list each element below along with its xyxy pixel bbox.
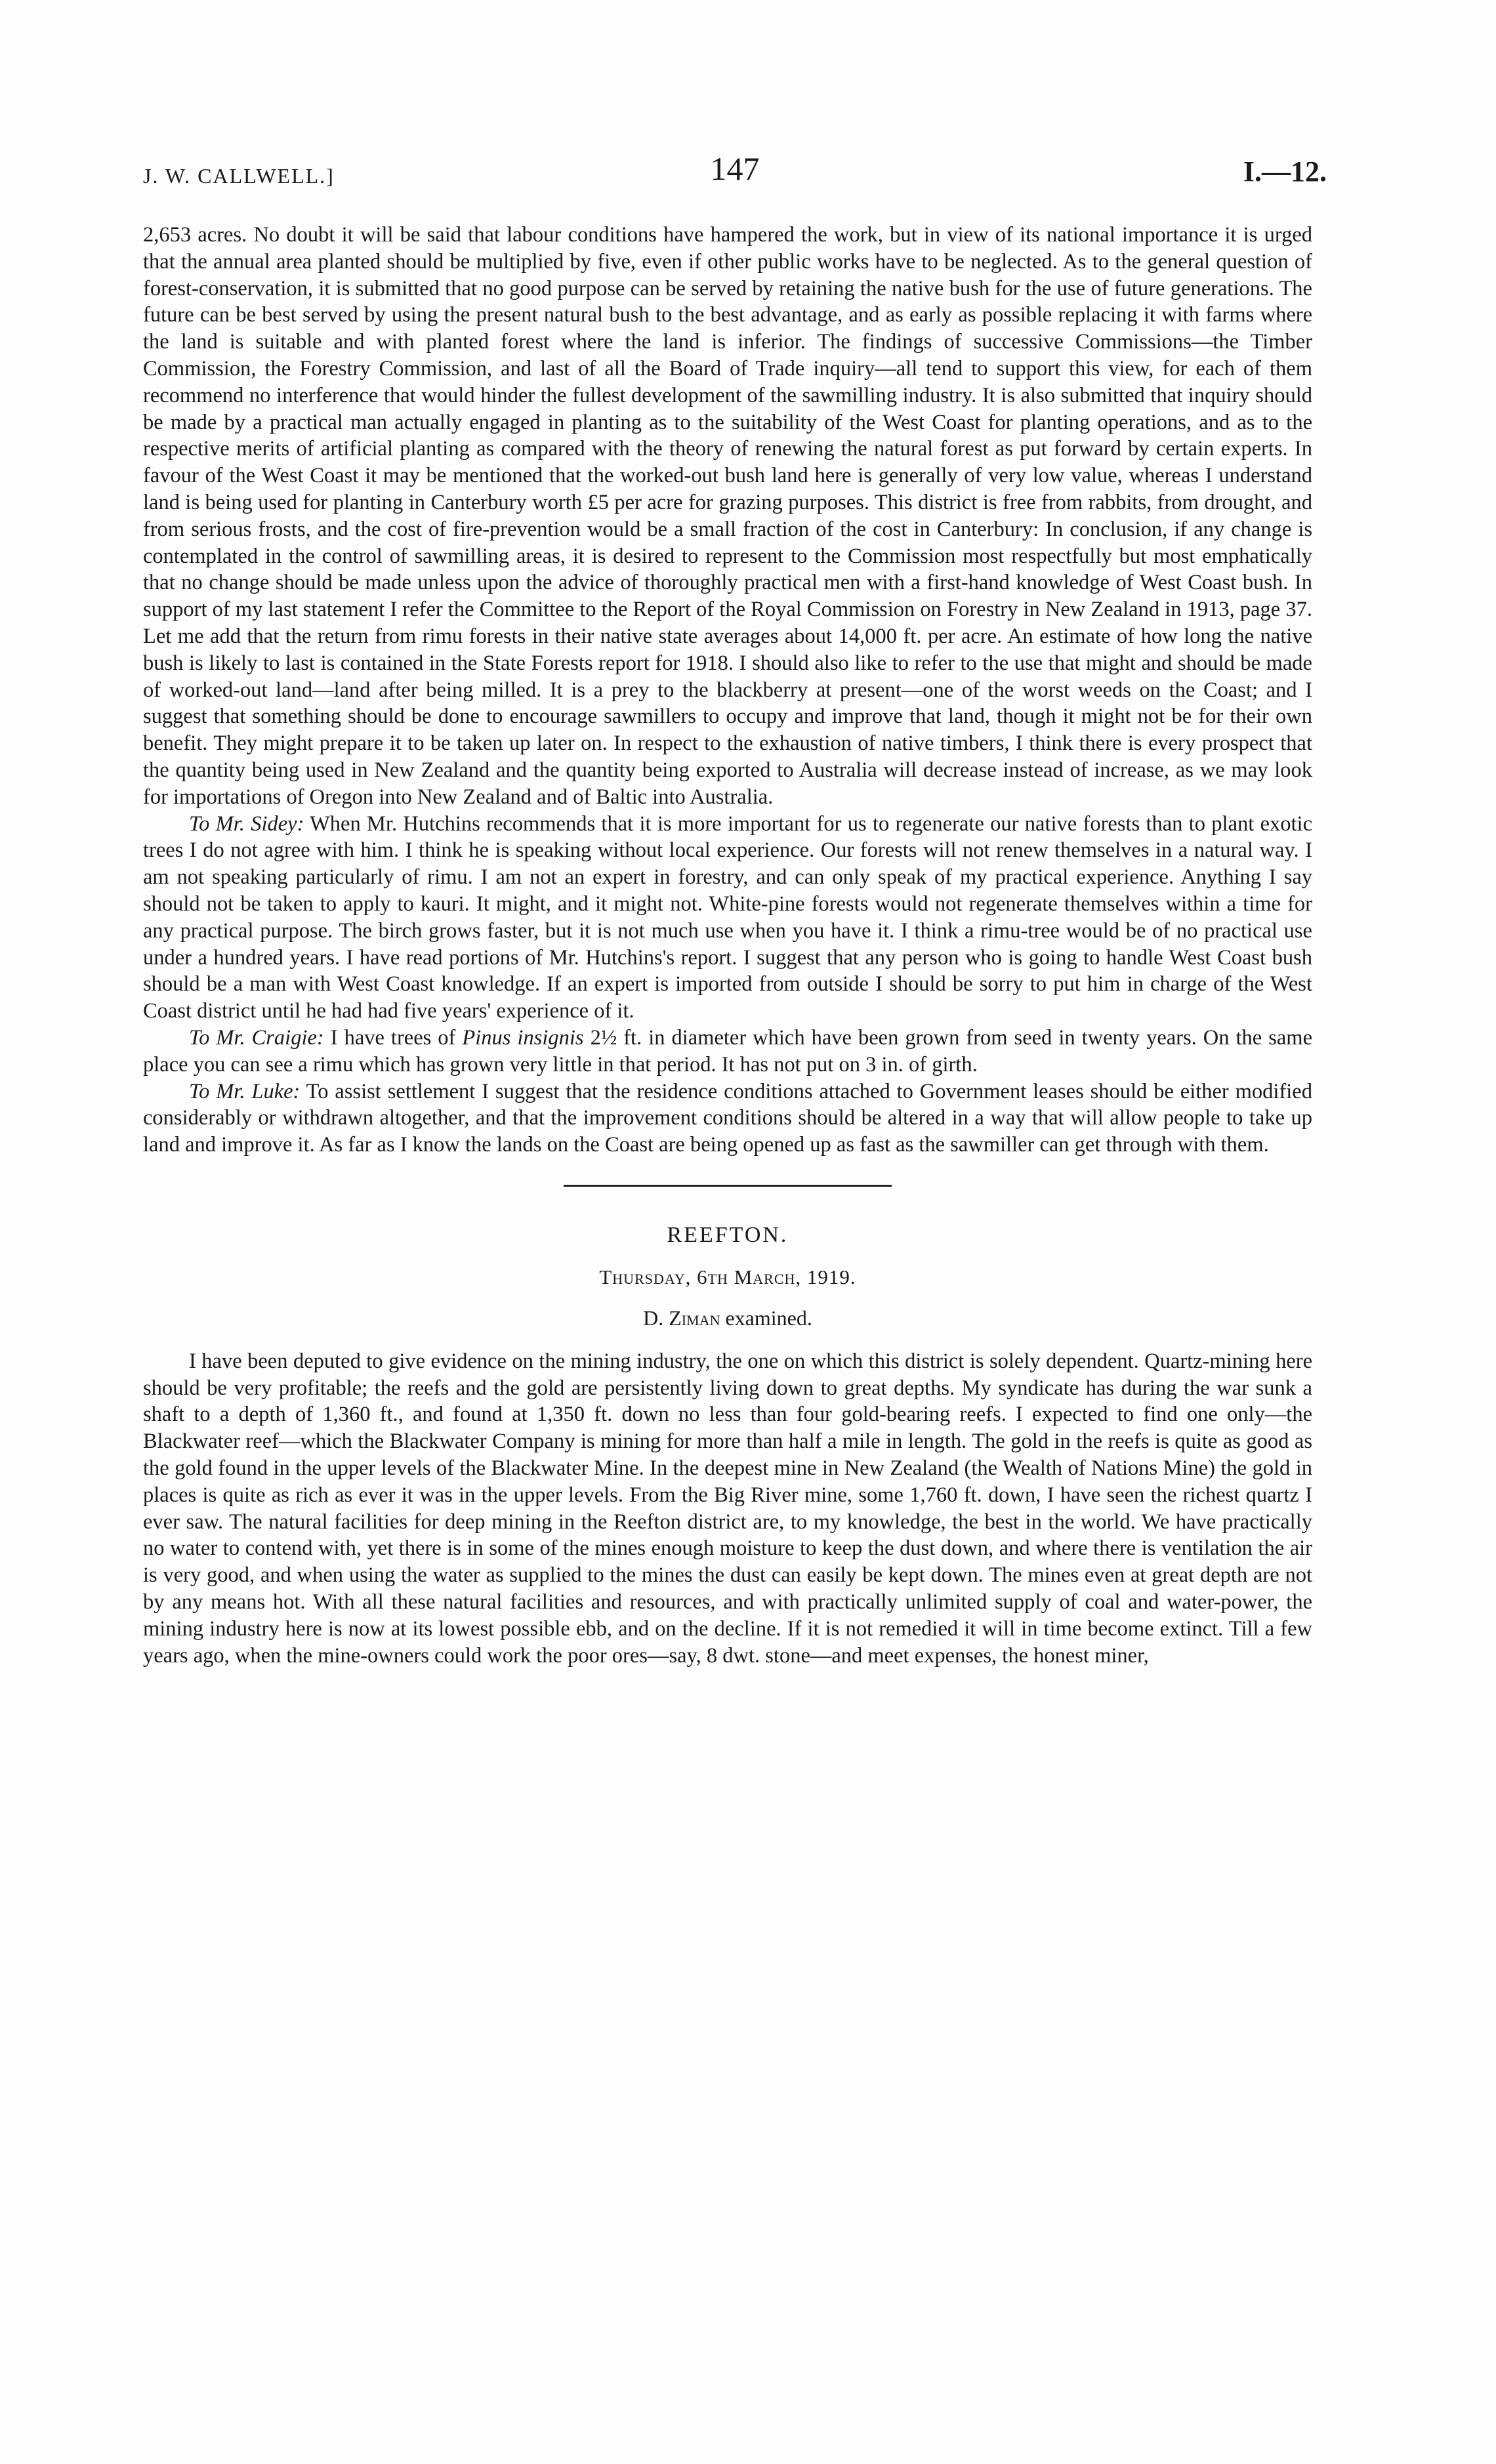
species-name: Pinus insignis bbox=[462, 1025, 584, 1050]
witness-suffix: examined. bbox=[720, 1305, 812, 1330]
paragraph-forest-conservation: 2,653 acres. No doubt it will be said that labour conditions have hampered the work, but in view of its national importance it is urged that the annual area planted should be multiplied by five, even if other public works have to be neglected. As to the general question of forest-conservation, it is submitted that no good purpose can be served by retaining the native bush for the use of future generations. The future can be best served by using the present natural bush to the best advantage, and as early as possible replacing it with farms where the land is suitable and with planted forest where the land is inferior. The findings of successive Commissions—the Timber Commission, the Forestry Commission, and last of all the Board of Trade inquiry—all tend to support this view, for each of them recommend no interference that would hinder the fullest development of the sawmilling industry. It is also submitted that inquiry should be made by a practical man actually engaged in planting as to the suitability of the West Coast for planting operations, and as to the respective merits of artificial planting as compared with the theory of renewing the natural forest as put forward by certain experts. In favour of the West Coast it may be mentioned that the worked-out bush land here is generally of very low value, whereas I understand land is being used for planting in Canterbury worth £5 per acre for grazing purposes. This district is free from rabbits, from drought, and from serious frosts, and the cost of fire-prevention would be a small fraction of the cost in Canterbury: In conclusion, if any change is contemplated in the control of sawmilling areas, it is desired to represent to the Commission most respectfully but most emphatically that no change should be made unless upon the advice of thoroughly practical men with a first-hand knowledge of West Coast bush. In support of my last statement I refer the Committee to the Report of the Royal Commission on Forestry in New Zealand in 1913, page 37. Let me add that the return from rimu forests in their native state averages about 14,000 ft. per acre. An estimate of how long the native bush is likely to last is contained in the State Forests report for 1918. I should also like to refer to the use that might and should be made of worked-out land—land after being milled. It is a prey to the blackberry at present—one of the worst weeds on the Coast; and I suggest that something should be done to encourage sawmillers to occupy and improve that land, though it might not be for their own benefit. They might prepare it to be taken up later on. In respect to the exhaustion of native timbers, I think there is every prospect that the quantity being used in New Zealand and the quantity being exported to Australia will decrease instead of increase, as we may look for importations of Oregon into New Zealand and of Baltic into Australia. bbox=[143, 223, 1312, 809]
paragraph-to-mr-luke bbox=[143, 1078, 1312, 1159]
answer-text: When Mr. Hutchins recommends that it is more important for us to regenerate our native forests than to plant exotic trees I do not agree with him. I think he is speaking without local experience. Our forests will not renew themselves in a natural way. I am not speaking particularly of rimu. I am not an expert in forestry, and can only speak of my practical experience. Anything I say should not be taken to apply to kauri. It might, and it might not. White-pine forests would not regenerate themselves within a time for any practical purpose. The birch grows faster, but it is not much use when you have it. I think a rimu-tree would be of no practical use under a hundred years. I have read portions of Mr. Hutchins's report. I suggest that any person who is going to handle West Coast bush should be a man with West Coast knowledge. If an expert is imported from outside I should be sorry to put him in charge of the West Coast district until he had had five years' experience of it. bbox=[143, 811, 1312, 1023]
questioner-label: To Mr. Luke: bbox=[189, 1079, 301, 1103]
page-body bbox=[143, 222, 1312, 1669]
report-reference: I.—12. bbox=[1243, 155, 1327, 188]
paragraph-to-mr-craigie bbox=[143, 1025, 1312, 1078]
answer-text-lead: I have trees of bbox=[323, 1025, 463, 1050]
paragraph-mining-evidence: I have been deputed to give evidence on the mining industry, the one on which this district is solely dependent. Quartz-mining here should be very profitable; the reefs and the gold are persistently living down to great depths. My syndicate has during the war sunk a shaft to a depth of 1,360 ft., and found at 1,350 ft. down no less than four gold-bearing reefs. I expected to find one only—the Blackwater reef—which the Blackwater Company is mining for more than half a mile in length. The gold in the reefs is quite as good as the gold found in the upper levels of the Blackwater Mine. In the deepest mine in New Zealand (the Wealth of Nations Mine) the gold in places is quite as rich as ever it was in the upper levels. From the Big River mine, some 1,760 ft. down, I have seen the richest quartz I ever saw. The natural facilities for deep mining in the Reefton district are, to my knowledge, the best in the world. We have practically no water to contend with, yet there is in some of the mines enough moisture to keep the dust down, and where there is ventilation the air is very good, and when using the water as supplied to the mines the dust can easily be kept down. The mines even at great depth are not by any means hot. With all these natural facilities and resources, and with practically unlimited supply of coal and water-power, the mining industry here is now at its lowest possible ebb, and on the decline. If it is not remedied it will in time become extinct. Till a few years ago, when the mine-owners could work the poor ores—say, 8 dwt. stone—and meet expenses, the honest miner, bbox=[143, 1349, 1312, 1668]
witness-heading bbox=[143, 1304, 1312, 1332]
page-header bbox=[143, 150, 1327, 195]
section-title: REEFTON. bbox=[667, 1222, 789, 1247]
page-number: 147 bbox=[710, 150, 760, 187]
paragraph-to-mr-sidey bbox=[143, 811, 1312, 1025]
questioner-label: To Mr. Craigie: bbox=[189, 1025, 324, 1050]
answer-text: 2½ ft. in diameter which have been grown from seed in twenty years. On the same place you can see a rimu which has grown very little in that period. It has not put on 3 in. of girth. bbox=[143, 1025, 1312, 1077]
answer-text: To assist settlement I suggest that the residence conditions attached to Government leases should be either modified considerably or withdrawn altogether, and that the improvement conditions should be altered in a way that will allow people to take up land and improve it. As far as I know the lands on the Coast are being opened up as fast as the sawmiller can get through with them. bbox=[143, 1079, 1312, 1157]
section-divider bbox=[564, 1185, 892, 1187]
sitting-date: Thursday, 6th March, 1919. bbox=[599, 1265, 856, 1288]
questioner-label: To Mr. Sidey: bbox=[189, 811, 304, 836]
witness-name: D. Ziman bbox=[643, 1305, 720, 1330]
witness-running-head: J. W. CALLWELL.] bbox=[143, 164, 335, 188]
